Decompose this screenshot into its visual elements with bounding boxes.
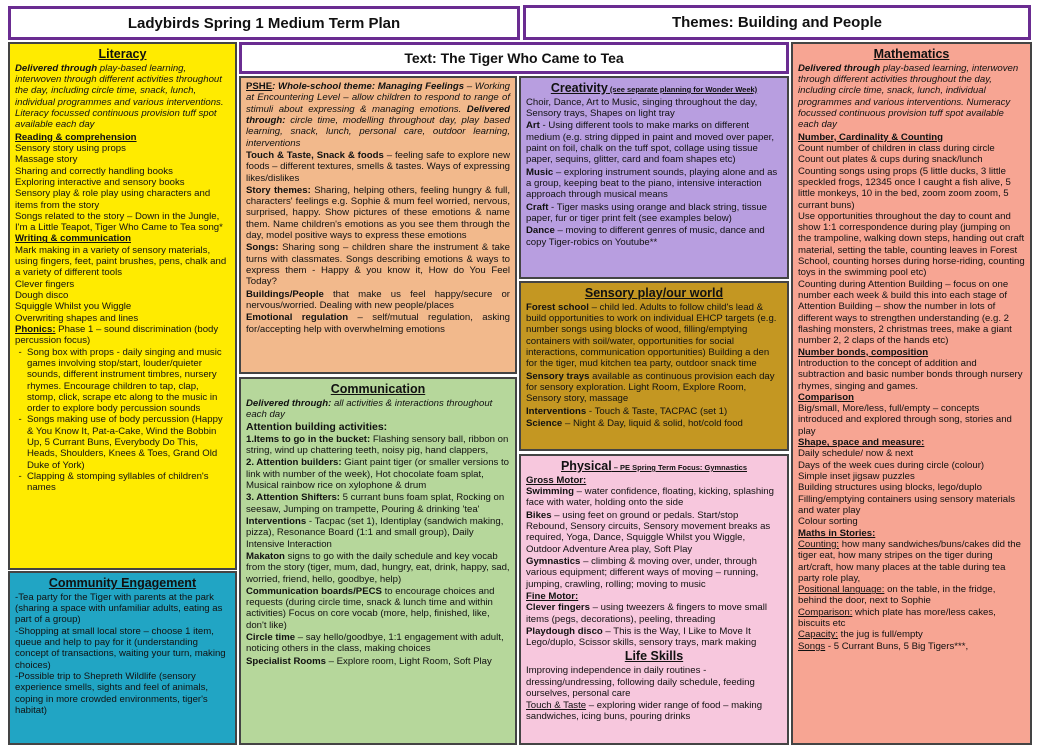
- physical-panel: [519, 454, 789, 745]
- community-title: Community Engagement: [48, 576, 197, 590]
- dance-label: Dance: [526, 225, 555, 237]
- comm-interventions-text: - Tacpac (set 1), Identiplay (sandwich making, pizza), Resonance Board (1:1 and small group), Daily Intensive Interaction: [246, 515, 504, 550]
- craft-label: Craft: [526, 201, 549, 213]
- writing-item: Dough disco: [15, 290, 69, 301]
- bikes-text: – using feet on ground or pedals. Start/stop Rebound, Sensory circuits, Sensory movement breaks as required, Yoga, Dance, Squiggle Whilst you Wiggle, Outdoor Adventure Area play, Soft Play: [526, 509, 771, 555]
- music-text: – exploring instrument sounds, playing alone and as a group, keeping beat to the piano, intensive interaction approach through musical means: [526, 166, 778, 201]
- reading-item: Sensory play & role play using characters and items from the story: [15, 188, 211, 211]
- communication-title: Communication: [330, 382, 426, 396]
- pshe-touch-label: Touch & Taste, Snack & foods: [246, 149, 384, 161]
- plan-title: [8, 6, 520, 40]
- art-label: Art: [526, 120, 540, 132]
- sensory-panel: [519, 281, 789, 451]
- community-item-text: Shopping at small local store – choose 1 item, queue and help to pay for it (understanding concept of transactions, waiting your turn, making choices): [15, 625, 226, 671]
- writing-heading: Writing & communication: [15, 233, 132, 245]
- gross-motor-heading: Gross Motor:: [526, 474, 587, 486]
- pshe-songs-label: Songs:: [246, 242, 279, 254]
- number-item: Use opportunities throughout the day to count and show 1:1 correspondence during play (jumping on the trampoline, walking down steps, handing out craft material, setting the table, counting leaves in Forest School, counting horses during horse-riding, counting toys in the swimming pool etc): [798, 210, 1025, 279]
- comm-delivered-text: all activities & interactions throughout each day: [246, 397, 493, 421]
- literacy-title: Literacy: [98, 47, 147, 61]
- fine-motor-heading: Fine Motor:: [526, 590, 579, 602]
- creativity-title: [526, 81, 782, 96]
- creativity-note: (see separate planning for Wonder Week): [607, 85, 758, 94]
- communication-panel: [239, 377, 517, 745]
- maths-intro: play-based learning, interwoven through different activities throughout the day, including circle time, snack, lunch, individual programmes and various interventions. Numeracy focussed continuous provision tuff spot available each day: [798, 62, 1019, 131]
- pshe-emotional-label: Emotional regulation: [246, 312, 349, 324]
- clever-fingers-label: Clever fingers: [526, 602, 590, 614]
- physical-note: – PE Spring Term Focus: Gymnastics: [611, 463, 748, 472]
- pshe-songs-text: Sharing song – children share the instrument & take turns with classmates. Songs describing emotions & ways to express them - Happy & you know it, How do You Feel Today?: [246, 242, 510, 288]
- music-label: Music: [526, 166, 554, 178]
- sensory-trays-text: available as continuous provision each day for sensory exploration. Light Room, Explore Room, Sensory story, massage: [526, 370, 775, 405]
- number-item: Counting songs using props (5 little ducks, 3 little speckled frogs, 12345 once I caught a fish alive, 5 little monkeys, 10 in the bed, zoom zoom zoom, 5 currant buns): [798, 165, 1011, 211]
- writing-item: Squiggle Whilst you Wiggle: [15, 301, 132, 313]
- phonics-item: - Songs making use of body percussion (Happy & You Know It, Pat-a-Cake, Wind the Bobbin Up, 5 Currant Buns, Everybody Do This, Heads, Shoulders, Knees & Toes, Grand Old Duke of York): [27, 414, 230, 471]
- life-skills-title: Life Skills: [624, 649, 684, 664]
- number-heading: Number, Cardinality & Counting: [798, 131, 943, 143]
- plan-title-text: Ladybirds Spring 1 Medium Term Plan: [127, 14, 401, 32]
- community-item-text: Tea party for the Tiger with parents at the park (sharing a space with unfamiliar adults, eating as part of a group): [15, 591, 223, 626]
- shape-item: Colour sorting: [798, 516, 858, 528]
- sensory-trays-label: Sensory trays: [526, 370, 590, 382]
- pshe-theme-text: – Working at Encountering Level – allow children to respond to range of stimuli about expressing & managing emotions.: [246, 81, 510, 115]
- bikes-label: Bikes: [526, 509, 552, 521]
- themes-title-text: Themes: Building and People: [671, 14, 883, 31]
- comm-delivered-label: Delivered through:: [246, 397, 332, 409]
- comparison2-text: which plate has more/less cakes, biscuits etc: [798, 606, 996, 630]
- attention-3-text: 5 currant buns foam splat, Rocking on seesaw, Jumping on trampette, Pouring & drinking 'tea': [246, 492, 505, 515]
- specialist-rooms-label: Specialist Rooms: [246, 655, 326, 667]
- number-item: Counting during Attention Building – focus on one number each week & build this into each stage of Attention Building – show the number in lots of different ways to strengthen understanding (e.g. 2 flashing monsters, 2 christmas trees, make a giant number 2, 2 claps of the hands etc): [798, 278, 1012, 347]
- shape-heading: Shape, space and measure:: [798, 437, 925, 449]
- reading-item: Songs related to the story – Down in the Jungle, I'm a Little Teapot, Tiger Who Came to Tea song*: [15, 210, 223, 234]
- reading-item: Sharing and correctly handling books: [15, 165, 173, 177]
- art-text: - Using different tools to make marks on different medium (e.g. string dipped in paint and moved over paper, paint on foil, chalk on the tuff spot, collage using tissue paper, sequins, glitter, card and foam shapes etc): [526, 120, 774, 166]
- attention-1-text: Flashing sensory ball, ribbon on string, wind up chattering teeth, noisy pig, hand clappers,: [246, 433, 509, 457]
- phonics-text: Phase 1 – sound discrimination (body percussion focus): [15, 323, 219, 347]
- shape-item: Filling/emptying containers using sensory materials and water play: [798, 493, 1016, 516]
- literacy-intro: play-based learning, interwoven through different activities throughout the day, including circle time, snack, lunch, individual programmes and various interventions. Literacy focussed continuous provision tuff spot available each day: [15, 62, 224, 131]
- pshe-panel: [239, 76, 517, 374]
- pshe-delivered-label: Delivered through:: [246, 103, 510, 126]
- attention-2-text: Giant paint tiger (or smaller versions to link with number of the week), Hot chocolate foam splat, Musical rainbow rice on xylophone & drum: [246, 457, 510, 491]
- comm-interventions-label: Interventions: [246, 515, 307, 527]
- comparison-heading: Comparison: [798, 391, 854, 403]
- literacy-intro-label: Delivered through: [15, 62, 98, 74]
- science-text: – Night & Day, liquid & solid, hot/cold food: [562, 417, 743, 429]
- community-item: -Possible trip to Shepreth Wildlife (sensory experience smells, sights and feel of animals, coping in more crowded environments, tiger's habitat): [15, 670, 209, 716]
- phonics-item: - Song box with props - daily singing and music games involving stop/start, louder/quieter sounds, different instrument timbres, nursery rhymes. Encourage children to tap, clap, stomp, click, scrape etc along to the music in order to explore body percussion sounds: [27, 347, 230, 415]
- songs-text: - 5 Currant Buns, 5 Big Tigers***,: [825, 640, 969, 652]
- sensory-title: Sensory play/our world: [584, 286, 724, 300]
- circle-time-label: Circle time: [246, 632, 296, 644]
- makaton-text: signs to go with the daily schedule and key vocab from the story (tiger, mum, dad, hungry, eat, drink, happy, sad, worried, friend, hello, goodbye, help): [246, 550, 510, 585]
- craft-text: - Tiger masks using orange and black string, tissue paper, fur or tiger print felt (see examples below): [526, 201, 768, 224]
- physical-title-text: Physical: [560, 459, 612, 473]
- maths-intro-label: Delivered through: [798, 62, 881, 74]
- attention-1-label: 1.Items to go in the bucket:: [246, 433, 371, 445]
- shape-item: Days of the week cues during circle (colour): [798, 459, 985, 471]
- pshe-buildings-label: Buildings/People: [246, 288, 324, 300]
- number-item: Count out plates & cups during snack/lunch: [798, 154, 983, 166]
- playdough-text: – This is the Way, I Like to Move It Lego/duplo, Scissor skills, sensory trays, mark making: [526, 625, 757, 649]
- community-panel: [8, 571, 237, 745]
- reading-item: Exploring interactive and sensory books: [15, 176, 185, 188]
- touch-taste-label: Touch & Taste: [526, 700, 587, 712]
- touch-taste-text: – exploring wider range of food – making sandwiches, icing buns, pouring drinks: [526, 700, 763, 723]
- community-item: -Tea party for the Tiger with parents at the park (sharing a space with unfamiliar adults, eating as part of a group): [15, 591, 223, 626]
- pshe-title: PSHE: [246, 81, 273, 92]
- phonics-heading: Phonics:: [15, 323, 56, 335]
- maths-title: Mathematics: [873, 47, 950, 61]
- comparison2-label: Comparison:: [798, 606, 853, 618]
- bonds-text: Introduction to the concept of addition and subtraction and basic number bonds through nursery rhymes, singing and games.: [798, 357, 1023, 392]
- shape-item: Simple inset jigsaw puzzles: [798, 471, 915, 482]
- text-title: [239, 42, 789, 74]
- boards-label: Communication boards/PECS: [246, 585, 382, 597]
- reading-heading: Reading & comprehension: [15, 131, 137, 143]
- makaton-label: Makaton: [246, 550, 285, 562]
- gymnastics-label: Gymnastics: [526, 555, 581, 567]
- specialist-rooms-text: – Explore room, Light Room, Soft Play: [325, 655, 492, 667]
- pshe-story-text: Sharing, helping others, feeling hungry & full, characters' feelings e.g. Sophie & mum feel worried, nervous, surprised, happy. Show pictures of these emotions & name them. Name children's emotions as you see them through the day, model positive ways to express these emotions: [246, 184, 510, 242]
- text-title-text: Text: The Tiger Who Came to Tea: [404, 50, 624, 66]
- playdough-label: Playdough disco: [526, 625, 603, 637]
- pshe-buildings-text: that make us feel happy/secure or nervous/worried. Dealing with new people/places: [246, 288, 510, 311]
- themes-title: [523, 5, 1031, 40]
- comparison-text: Big/small, More/less, full/empty – concepts introduced and explored through song, stories and play: [798, 403, 1012, 437]
- shape-item: Building structures using blocks, lego/duplo: [798, 482, 982, 494]
- sensory-interventions-label: Interventions: [526, 405, 587, 417]
- positional-label: Positional language:: [798, 584, 885, 596]
- attention-heading: Attention building activities:: [246, 421, 388, 434]
- swimming-text: – water confidence, floating, kicking, splashing face with water, holding onto the side: [526, 486, 774, 509]
- stories-heading: Maths in Stories:: [798, 527, 876, 539]
- dance-text: – moving to different genres of music, dance and copy Tiger-robics on Youtube**: [526, 225, 765, 248]
- phonics-item: - Clapping & stomping syllables of children's names: [27, 471, 230, 494]
- bonds-heading: Number bonds, composition: [798, 346, 929, 358]
- writing-item: Overwriting shapes and lines: [15, 312, 139, 324]
- reading-item: Massage story: [15, 154, 78, 166]
- gymnastics-text: – climbing & moving over, under, through various equipment; different ways of moving – running, jumping, crawling, rolling; moving to music: [526, 555, 759, 590]
- shape-item: Daily schedule/ now & next: [798, 448, 914, 460]
- reading-item: Sensory story using props: [15, 142, 126, 154]
- community-item: -Shopping at small local store – choose 1 item, queue and help to pay for it (understanding concept of transactions, waiting your turn, making choices): [15, 625, 226, 671]
- creativity-intro: Choir, Dance, Art to Music, singing throughout the day, Sensory trays, Shapes on light tray: [526, 96, 758, 120]
- writing-item: Mark making in a variety of sensory materials, using fingers, feet, paint brushes, pens, chalk and a variety of different tools: [15, 244, 227, 279]
- pshe-emotional-text: – self/mutual regulation, asking for/accepting help with overwhelming emotions: [246, 312, 510, 335]
- counting-text: how many sandwiches/buns/cakes did the tiger eat, how many stripes on the tiger during art/craft, how many places at the table during tea party role play,: [798, 538, 1021, 584]
- capacity-text: the jug is full/empty: [838, 629, 923, 641]
- attention-3-label: 3. Attention Shifters:: [246, 492, 340, 504]
- swimming-label: Swimming: [526, 486, 574, 498]
- boards-text: to encourage choices and requests (during circle time, snack & lunch time and within activities) Focus on core vocab (more, help, finished, like, don't like): [246, 585, 495, 631]
- forest-school-label: Forest school: [526, 301, 589, 313]
- sensory-interventions-text: - Touch & Taste, TACPAC (set 1): [586, 405, 728, 417]
- pshe-theme-label: : Whole-school theme: Managing Feelings: [272, 81, 465, 92]
- songs-label: Songs: [798, 640, 826, 652]
- physical-title: [526, 459, 782, 474]
- counting-label: Counting:: [798, 538, 840, 550]
- literacy-panel: [8, 42, 237, 570]
- science-label: Science: [526, 417, 563, 429]
- community-item-text: Possible trip to Shepreth Wildlife (sensory experience smells, sights and feel of animals, coping in more crowded environments, tiger's habitat): [15, 670, 209, 716]
- capacity-label: Capacity:: [798, 629, 838, 641]
- clever-fingers-text: – using tweezers & fingers to move small items (pegs, decorations), peeling, threading: [526, 602, 768, 625]
- circle-time-text: – say hello/goodbye, 1:1 engagement with adult, noticing others in the class, making choices: [246, 632, 504, 655]
- attention-2-label: 2. Attention builders:: [246, 457, 342, 469]
- positional-text: on the table, in the fridge, behind the door, next to Sophie: [798, 584, 996, 607]
- creativity-panel: [519, 76, 789, 279]
- number-item: Count number of children in class during circle: [798, 142, 995, 154]
- writing-item: Clever fingers: [15, 278, 75, 290]
- creativity-title-text: Creativity: [550, 81, 608, 95]
- forest-school-text: – child led. Adults to follow child's lead & build opportunities to work on individual EHCP targets (e.g. number songs using blocks of wood, filling/emptying containers with soil/water, opportunities for social interactions, communication opportunities) Building a den for the tiger, mud kitchen tea party, outdoor snack time: [526, 301, 777, 370]
- maths-panel: [791, 42, 1032, 745]
- pshe-story-label: Story themes:: [246, 184, 311, 196]
- pshe-touch-text: – feeling safe to explore new foods – different textures, smells & tastes. Ways of expressing likes/dislikes: [246, 149, 511, 184]
- pshe-delivered-text: circle time, modelling throughout day, play based learning, snack, lunch, personal care, outdoor learning, interventions: [246, 114, 510, 149]
- life-skills-text: Improving independence in daily routines - dressing/undressing, following daily schedule, feeding ourselves, personal care: [526, 665, 755, 699]
